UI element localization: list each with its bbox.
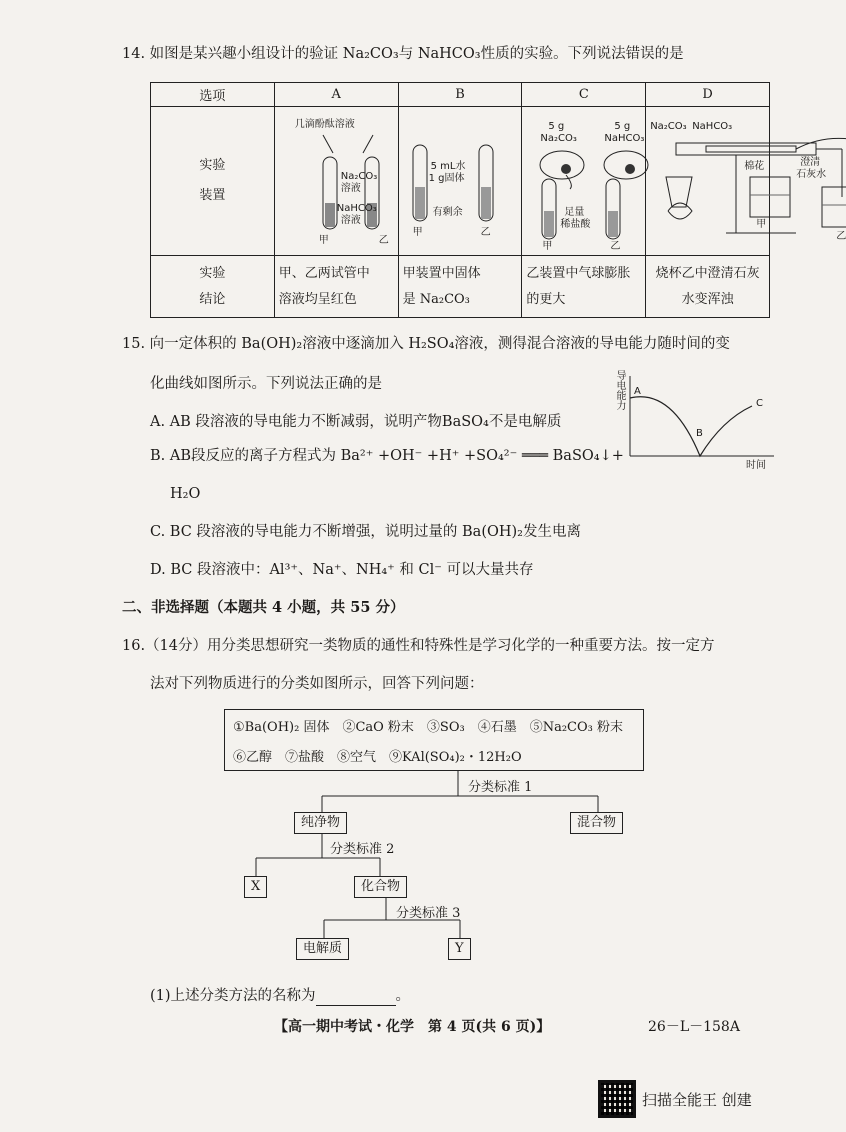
conclusion-b: 甲装置中固体 是 Na₂CO₃ [398, 256, 522, 318]
conclusion-label: 实验 结论 [151, 256, 275, 318]
c-cap-excess: 足量 [564, 207, 585, 218]
compound-box: 化合物 [354, 876, 407, 898]
d-cap-cotton: 棉花 [744, 161, 765, 172]
classification-standard-3: 分类标准 3 [396, 906, 461, 921]
y-box: Y [448, 938, 471, 960]
q15-stem-2: 化曲线如图所示。下列说法正确的是 [150, 376, 382, 392]
footer-code: 26－L－158A [648, 1019, 740, 1035]
b-cap-yi: 乙 [480, 227, 491, 238]
watermark-text: 扫描全能王 创建 [642, 1090, 752, 1109]
classification-standard-2: 分类标准 2 [330, 842, 395, 857]
q15-option-d: D. BC 段溶液中：Al³⁺、Na⁺、NH₄⁺ 和 Cl⁻ 可以大量共存 [150, 562, 534, 578]
c-cap-na2co3: Na₂CO₃ [540, 133, 577, 144]
answer-blank[interactable] [316, 990, 396, 1006]
d-cap-na2co3: Na₂CO₃ [650, 121, 687, 132]
q16-sub-question-1: (1)上述分类方法的名称为 。 [150, 988, 411, 1004]
option-d-header: D [646, 83, 770, 107]
a-cap-jia: 甲 [318, 235, 329, 246]
classification-standard-1: 分类标准 1 [468, 780, 533, 795]
qr-code-icon [598, 1080, 636, 1118]
apparatus-label: 实验 装置 [151, 107, 275, 256]
conclusion-d: 烧杯乙中澄清石灰水变浑浊 [646, 256, 770, 318]
q14-stem: 14. 如图是某兴趣小组设计的验证 Na₂CO₃与 NaHCO₃性质的实验。下列说法错误的是 [122, 46, 684, 62]
materials-line-1: ①Ba(OH)₂ 固体 ②CaO 粉末 ③SO₃ ④石墨 ⑤Na₂CO₃ 粉末 [233, 720, 623, 735]
d-cap-yi: 乙 [836, 231, 846, 242]
d-cap-jia: 甲 [756, 219, 767, 230]
b-cap-water: 5 mL水 [430, 161, 466, 172]
q16-stem-2: 法对下列物质进行的分类如图所示，回答下列问题： [150, 676, 484, 692]
a-cap-phenolphthalein: 几滴酚酞溶液 [294, 119, 355, 130]
x-box: X [244, 876, 267, 898]
footer-page-info: 【高一期中考试・化学 第 4 页(共 6 页)】 [274, 1019, 551, 1035]
c-cap-hcl: 稀盐酸 [560, 219, 591, 230]
a-cap-nahco3: NaHCO₃ [336, 203, 377, 214]
graph-point-a: A [634, 386, 641, 397]
d-cap-nahco3: NaHCO₃ [692, 121, 733, 132]
scanner-watermark [598, 1080, 752, 1118]
q15-option-a: A. AB 段溶液的导电能力不断减弱，说明产物BaSO₄不是电解质 [150, 414, 562, 430]
d-cap-clear: 澄清 [800, 157, 821, 168]
q15-stem-1: 15. 向一定体积的 Ba(OH)₂溶液中逐滴加入 H₂SO₄溶液，测得混合溶液的导电能力随时间的变 [122, 336, 730, 352]
q15-option-b: B. AB段反应的离子方程式为 Ba²⁺ +OH⁻ +H⁺ +SO₄²⁻ ═══ BaSO₄↓+ [150, 448, 624, 464]
q16-stem-1: 16.（14分）用分类思想研究一类物质的通性和特殊性是学习化学的一种重要方法。按一定方 [122, 638, 715, 654]
mixture-box: 混合物 [570, 812, 623, 834]
graph-xlabel: 时间 [746, 460, 766, 471]
d-cap-limewater: 石灰水 [796, 169, 827, 180]
graph-point-c: C [756, 398, 763, 409]
b-cap-jia: 甲 [412, 227, 423, 238]
c-cap-5g-1: 5 g [548, 121, 565, 132]
a-cap-sol1: 溶液 [340, 183, 361, 194]
section-2-heading: 二、非选择题（本题共 4 小题，共 55 分） [122, 599, 405, 616]
b-cap-left: 有剩余 [432, 207, 463, 218]
option-b-header: B [398, 83, 522, 107]
graph-ylabel: 导电能力 [614, 370, 625, 410]
q15-option-b-cont: H₂O [170, 486, 201, 502]
a-cap-yi: 乙 [378, 235, 389, 246]
c-cap-jia: 甲 [542, 241, 553, 252]
electrolyte-box: 电解质 [296, 938, 349, 960]
a-cap-na2co3: Na₂CO₃ [340, 171, 378, 182]
pure-substance-box: 纯净物 [294, 812, 347, 834]
c-cap-yi: 乙 [610, 241, 621, 252]
conclusion-a: 甲、乙两试管中 溶液均呈红色 [274, 256, 398, 318]
table-header-label: 选项 [151, 83, 275, 107]
a-cap-sol2: 溶液 [340, 215, 361, 226]
materials-line-2: ⑥乙醇 ⑦盐酸 ⑧空气 ⑨KAl(SO₄)₂・12H₂O [233, 750, 522, 765]
option-a-header: A [274, 83, 398, 107]
b-cap-solid: 1 g固体 [428, 173, 465, 184]
conclusion-c: 乙装置中气球膨胀 的更大 [522, 256, 646, 318]
option-c-header: C [522, 83, 646, 107]
graph-point-b: B [696, 428, 703, 439]
q15-option-c: C. BC 段溶液的导电能力不断增强，说明过量的 Ba(OH)₂发生电离 [150, 524, 581, 540]
c-cap-nahco3: NaHCO₃ [604, 133, 645, 144]
c-cap-5g-2: 5 g [614, 121, 631, 132]
